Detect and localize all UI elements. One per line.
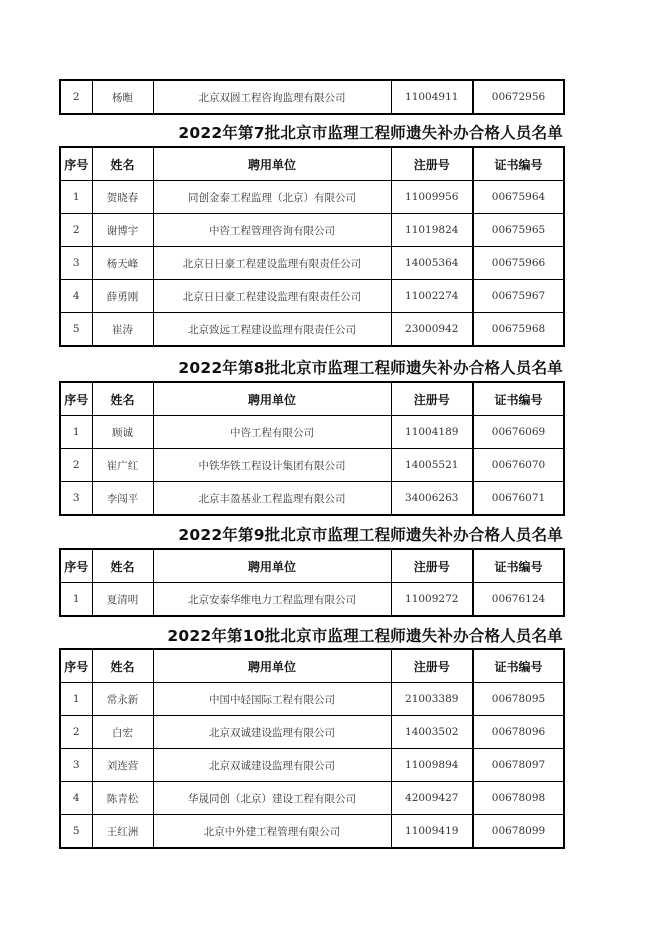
header-no: 序号 [60,649,92,683]
cell-employer: 北京双诚建设监理有限公司 [153,716,391,749]
cell-name: 白宏 [92,716,153,749]
table-batch-7 [59,146,563,347]
cell-cert-no: 00678098 [473,782,564,815]
cell-cert-no: 00678095 [473,683,564,716]
cell-name: 顾诚 [92,416,153,449]
header-name: 姓名 [92,649,153,683]
header-employer: 聘用单位 [153,649,391,683]
cell-no: 3 [60,749,92,782]
cell-employer: 北京丰盈基业工程监理有限公司 [153,482,391,516]
cell-reg-no: 11009419 [391,815,473,849]
header-name: 姓名 [92,147,153,181]
cell-name: 陈青松 [92,782,153,815]
cell-cert-no: 00675965 [473,214,564,247]
table-batch-9 [59,548,563,617]
cell-employer: 中咨工程有限公司 [153,416,391,449]
cell-cert-no: 00675967 [473,280,564,313]
cell-cert-no: 00676070 [473,449,564,482]
roster-table [59,79,565,115]
section-title-batch-9: 2022年第9批北京市监理工程师遗失补办合格人员名单 [178,526,563,544]
table-row [60,80,564,114]
cell-no: 2 [60,716,92,749]
table-row [60,449,564,482]
cell-no: 1 [60,416,92,449]
cell-name: 夏清明 [92,583,153,617]
cell-no: 5 [60,815,92,849]
cell-reg-no: 34006263 [391,482,473,516]
cell-employer: 北京双诚建设监理有限公司 [153,749,391,782]
header-employer: 聘用单位 [153,147,391,181]
cell-name: 崔涛 [92,313,153,347]
header-cert-no: 证书编号 [473,549,564,583]
cell-no: 3 [60,247,92,280]
header-reg-no: 注册号 [391,649,473,683]
table-row [60,181,564,214]
section-title-batch-7: 2022年第7批北京市监理工程师遗失补办合格人员名单 [178,124,563,142]
header-cert-no: 证书编号 [473,147,564,181]
section-title-batch-8: 2022年第8批北京市监理工程师遗失补办合格人员名单 [178,359,563,377]
cell-reg-no: 11004189 [391,416,473,449]
table-header-row [60,147,564,181]
cell-no: 4 [60,280,92,313]
cell-reg-no: 11004911 [391,80,473,114]
table-row [60,214,564,247]
cell-cert-no: 00676069 [473,416,564,449]
table-previous-list-tail [59,79,563,115]
cell-no: 2 [60,214,92,247]
cell-reg-no: 11019824 [391,214,473,247]
table-batch-8 [59,381,563,516]
table-row [60,782,564,815]
cell-reg-no: 14005364 [391,247,473,280]
cell-employer: 中咨工程管理咨询有限公司 [153,214,391,247]
cell-cert-no: 00675968 [473,313,564,347]
table-row [60,482,564,516]
cell-employer: 中铁华铁工程设计集团有限公司 [153,449,391,482]
cell-cert-no: 00672956 [473,80,564,114]
header-name: 姓名 [92,549,153,583]
table-row [60,749,564,782]
table-header-row [60,649,564,683]
header-reg-no: 注册号 [391,549,473,583]
cell-reg-no: 11009956 [391,181,473,214]
cell-employer: 同创金泰工程监理（北京）有限公司 [153,181,391,214]
cell-no: 1 [60,181,92,214]
cell-employer: 北京中外建工程管理有限公司 [153,815,391,849]
cell-name: 贺晓春 [92,181,153,214]
table-header-row [60,549,564,583]
cell-cert-no: 00676124 [473,583,564,617]
table-row [60,313,564,347]
cell-no: 2 [60,80,92,114]
header-no: 序号 [60,382,92,416]
table-row [60,815,564,849]
cell-name: 刘连营 [92,749,153,782]
header-no: 序号 [60,549,92,583]
table-row [60,683,564,716]
cell-name: 王红洲 [92,815,153,849]
cell-no: 3 [60,482,92,516]
cell-reg-no: 21003389 [391,683,473,716]
cell-reg-no: 42009427 [391,782,473,815]
header-no: 序号 [60,147,92,181]
roster-table [59,146,565,347]
cell-employer: 北京双圆工程咨询监理有限公司 [153,80,391,114]
roster-table [59,648,565,849]
cell-employer: 北京致远工程建设监理有限责任公司 [153,313,391,347]
table-row [60,280,564,313]
cell-name: 李闯平 [92,482,153,516]
cell-reg-no: 14003502 [391,716,473,749]
roster-table [59,548,565,617]
cell-employer: 中国中轻国际工程有限公司 [153,683,391,716]
cell-reg-no: 11009894 [391,749,473,782]
header-cert-no: 证书编号 [473,382,564,416]
roster-table [59,381,565,516]
cell-cert-no: 00678096 [473,716,564,749]
cell-cert-no: 00678097 [473,749,564,782]
cell-name: 杨天峰 [92,247,153,280]
cell-reg-no: 23000942 [391,313,473,347]
cell-no: 2 [60,449,92,482]
cell-name: 薛勇刚 [92,280,153,313]
cell-cert-no: 00675964 [473,181,564,214]
table-row [60,416,564,449]
cell-no: 1 [60,683,92,716]
cell-name: 杨暅 [92,80,153,114]
header-name: 姓名 [92,382,153,416]
cell-reg-no: 11009272 [391,583,473,617]
cell-employer: 北京安泰华维电力工程监理有限公司 [153,583,391,617]
cell-employer: 华晟同创（北京）建设工程有限公司 [153,782,391,815]
cell-no: 1 [60,583,92,617]
cell-reg-no: 11002274 [391,280,473,313]
section-title-batch-10: 2022年第10批北京市监理工程师遗失补办合格人员名单 [167,627,563,645]
header-employer: 聘用单位 [153,549,391,583]
cell-no: 5 [60,313,92,347]
header-reg-no: 注册号 [391,382,473,416]
cell-name: 常永新 [92,683,153,716]
header-reg-no: 注册号 [391,147,473,181]
cell-cert-no: 00675966 [473,247,564,280]
cell-reg-no: 14005521 [391,449,473,482]
header-employer: 聘用单位 [153,382,391,416]
table-header-row [60,382,564,416]
cell-name: 崔广红 [92,449,153,482]
table-row [60,583,564,617]
cell-employer: 北京日日豪工程建设监理有限责任公司 [153,280,391,313]
header-cert-no: 证书编号 [473,649,564,683]
table-row [60,716,564,749]
table-batch-10 [59,648,563,849]
table-row [60,247,564,280]
cell-name: 谢博宇 [92,214,153,247]
cell-no: 4 [60,782,92,815]
cell-cert-no: 00678099 [473,815,564,849]
cell-employer: 北京日日豪工程建设监理有限责任公司 [153,247,391,280]
cell-cert-no: 00676071 [473,482,564,516]
